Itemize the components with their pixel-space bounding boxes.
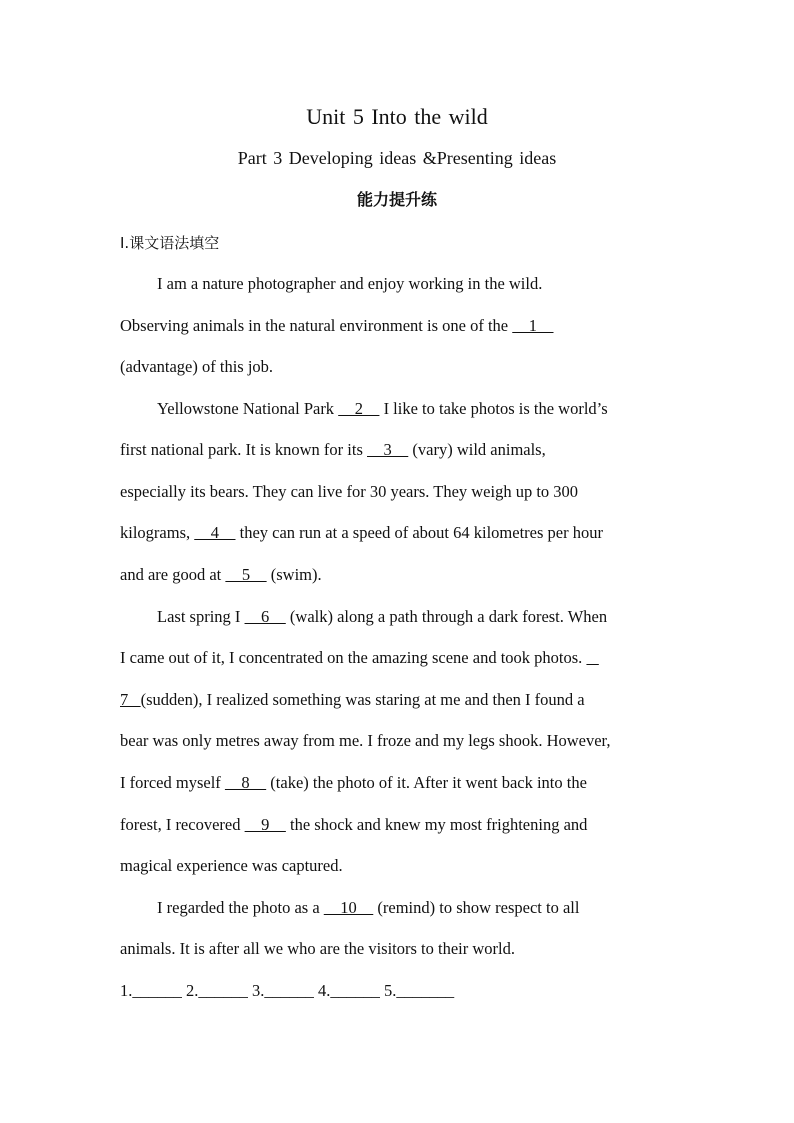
passage-text: (remind) to show respect to all <box>373 898 580 917</box>
passage-text: (walk) along a path through a dark forest. When <box>285 607 608 626</box>
passage-line-2 <box>120 311 554 341</box>
passage-text: (swim). <box>266 565 322 584</box>
passage-text: bear was only metres away from me. I froze and my legs shook. However, <box>120 731 611 750</box>
blank-7-start[interactable] <box>586 648 598 667</box>
blank-7[interactable]: 7 <box>120 690 141 709</box>
unit-title: Unit 5 Into the wild <box>306 104 488 129</box>
passage-text: (take) the photo of it. After it went back into the <box>266 773 587 792</box>
blank-9[interactable]: 9 <box>244 815 286 834</box>
passage-line-16 <box>157 893 579 923</box>
passage-line-6 <box>120 477 578 507</box>
passage-text: I am a nature photographer and enjoy working in the wild. <box>157 274 543 293</box>
passage-text: I regarded the photo as a <box>157 898 324 917</box>
blank-3[interactable]: 3 <box>367 440 409 459</box>
passage-text: kilograms, <box>120 523 195 542</box>
passage-line-15 <box>120 851 343 881</box>
blank-8[interactable]: 8 <box>224 773 267 792</box>
section-title: Ⅰ.课文语法填空 <box>120 234 220 252</box>
passage-line-8 <box>120 560 322 590</box>
passage-text: and are good at <box>120 565 226 584</box>
passage-line-12 <box>120 726 611 756</box>
passage-text: they can run at a speed of about 64 kilometres per hour <box>235 523 603 542</box>
passage-text: especially its bears. They can live for 30 years. They weigh up to 300 <box>120 482 579 501</box>
passage-text: I like to take photos is the world’s <box>379 399 608 418</box>
passage-text: forest, I recovered <box>120 815 245 834</box>
part-subtitle: Part 3 Developing ideas &Presenting ideas <box>237 148 557 168</box>
passage-line-3 <box>120 352 273 382</box>
passage-line-4 <box>157 394 608 424</box>
passage-line-11 <box>120 685 585 715</box>
blank-2[interactable]: 2 <box>338 399 380 418</box>
passage-text: Observing animals in the natural environment is one of the <box>120 316 513 335</box>
blank-10[interactable]: 10 <box>323 898 374 917</box>
passage-line-13 <box>120 768 587 798</box>
passage-text: (vary) wild animals, <box>408 440 546 459</box>
passage-text: (sudden), I realized something was staring at me and then I found a <box>140 690 585 709</box>
blank-1[interactable]: 1 <box>512 316 554 335</box>
passage-text: animals. It is after all we who are the visitors to their world. <box>120 939 515 958</box>
blank-6[interactable]: 6 <box>244 607 286 626</box>
passage-line-9 <box>157 602 607 632</box>
passage-line-1 <box>157 269 542 299</box>
blank-4[interactable]: 4 <box>194 523 236 542</box>
passage-text: magical experience was captured. <box>120 856 343 875</box>
passage-line-10 <box>120 643 599 673</box>
passage-line-17 <box>120 934 515 964</box>
passage-text: (advantage) of this job. <box>120 357 274 376</box>
answer-line[interactable]: 1.______ 2.______ 3.______ 4.______ 5._______ <box>120 981 455 1000</box>
passage-text: I forced myself <box>120 773 225 792</box>
passage-line-5 <box>120 435 546 465</box>
passage-text: Yellowstone National Park <box>157 399 339 418</box>
passage-text: Last spring I <box>157 607 245 626</box>
passage-line-7 <box>120 518 603 548</box>
passage-text: the shock and knew my most frightening and <box>285 815 588 834</box>
blank-5[interactable]: 5 <box>225 565 267 584</box>
level-heading: 能力提升练 <box>356 190 437 209</box>
passage-line-14 <box>120 810 587 840</box>
passage-text: I came out of it, I concentrated on the amazing scene and took photos. <box>120 648 587 667</box>
passage-text: first national park. It is known for its <box>120 440 368 459</box>
